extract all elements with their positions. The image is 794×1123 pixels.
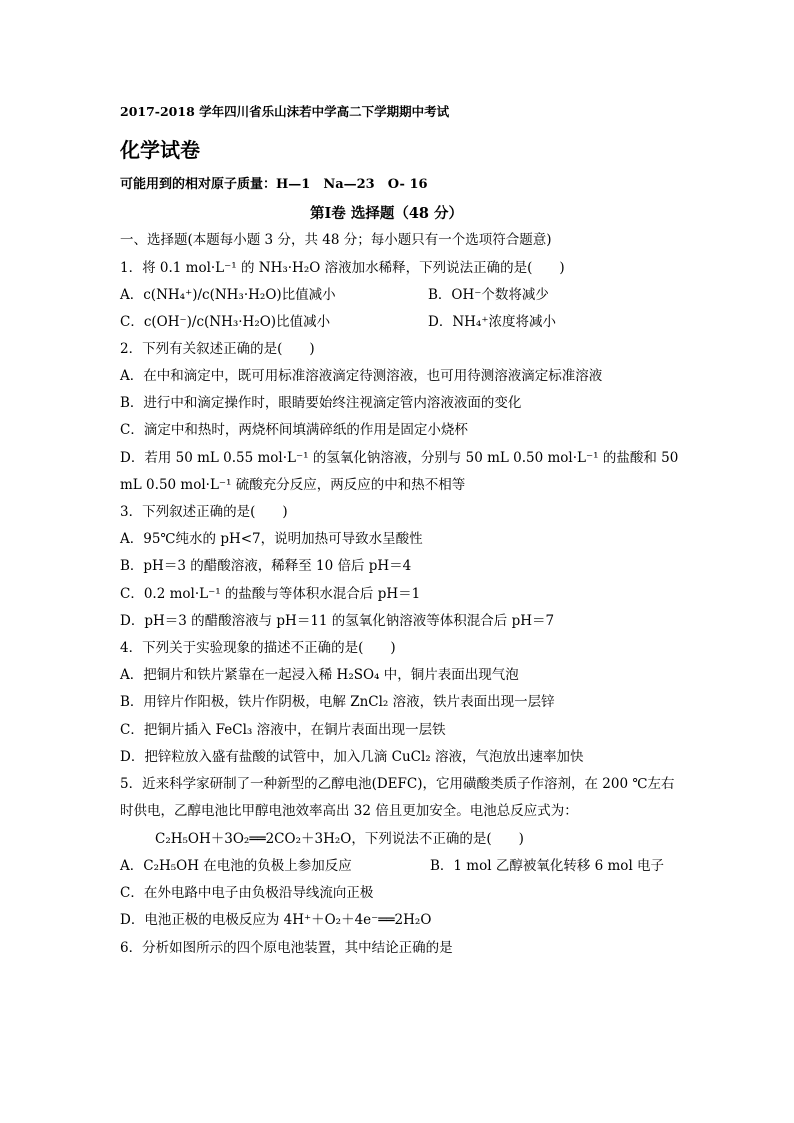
q2-stem: 2．下列有关叙述正确的是( ) [120,341,315,357]
q5-option-a: A．C₂H₅OH 在电池的负极上参加反应 [120,858,352,874]
subject-title: 化学试卷 [120,138,200,162]
q1-option-b: B．OH⁻个数将减少 [428,287,549,303]
section-instruction: 一、选择题(本题每小题 3 分，共 48 分；每小题只有一个选项符合题意) [120,232,552,248]
q5-option-b: B．1 mol 乙醇被氧化转移 6 mol 电子 [430,858,665,874]
q1-option-d: D．NH₄⁺浓度将减小 [428,314,556,330]
q2-option-d-line1: D．若用 50 mL 0.55 mol·L⁻¹ 的氢氧化钠溶液，分别与 50 mL 0.50 mol·L⁻¹ 的盐酸和 50 [120,450,679,466]
q3-option-b: B．pH＝3 的醋酸溶液，稀释至 10 倍后 pH＝4 [120,558,412,574]
q2-option-a: A．在中和滴定中，既可用标准溶液滴定待测溶液，也可用待测溶液滴定标准溶液 [120,368,603,384]
q5-stem-line1: 5．近来科学家研制了一种新型的乙醇电池(DEFC)，它用磺酸类质子作溶剂，在 200 ℃左右 [120,776,675,792]
atomic-mass-note: 可能用到的相对原子质量：H—1 Na—23 O- 16 [120,177,428,192]
q6-stem: 6．分析如图所示的四个原电池装置，其中结论正确的是 [120,940,453,956]
q1-option-c: C．c(OH⁻)/c(NH₃·H₂O)比值减小 [120,314,331,330]
section-title: 第Ⅰ卷 选择题（48 分） [310,205,464,222]
q5-option-d: D．电池正极的电极反应为 4H⁺＋O₂＋4e⁻══2H₂O [120,912,432,928]
q4-option-d: D．把锌粒放入盛有盐酸的试管中，加入几滴 CuCl₂ 溶液，气泡放出速率加快 [120,749,584,765]
q2-option-d-line2: mL 0.50 mol·L⁻¹ 硫酸充分反应，两反应的中和热不相等 [120,477,466,493]
q3-option-a: A．95℃纯水的 pH<7，说明加热可导致水呈酸性 [120,531,423,547]
q2-option-b: B．进行中和滴定操作时，眼睛要始终注视滴定管内溶液液面的变化 [120,395,522,411]
q4-option-a: A．把铜片和铁片紧靠在一起浸入稀 H₂SO₄ 中，铜片表面出现气泡 [120,667,519,683]
q5-reaction-equation: C₂H₅OH＋3O₂══2CO₂＋3H₂O，下列说法不正确的是( ) [155,831,524,847]
q5-option-c: C．在外电路中电子由负极沿导线流向正极 [120,885,374,901]
q4-option-c: C．把铜片插入 FeCl₃ 溶液中，在铜片表面出现一层铁 [120,722,446,738]
q1-option-a: A．c(NH₄⁺)/c(NH₃·H₂O)比值减小 [120,287,336,303]
q1-stem: 1．将 0.1 mol·L⁻¹ 的 NH₃·H₂O 溶液加水稀释，下列说法正确的是( ) [120,260,565,276]
q3-option-c: C．0.2 mol·L⁻¹ 的盐酸与等体积水混合后 pH＝1 [120,586,421,602]
q5-stem-line2: 时供电，乙醇电池比甲醇电池效率高出 32 倍且更加安全。电池总反应式为： [120,803,578,819]
q4-option-b: B．用锌片作阳极，铁片作阴极，电解 ZnCl₂ 溶液，铁片表面出现一层锌 [120,694,555,710]
exam-title: 2017-2018 学年四川省乐山沫若中学高二下学期期中考试 [120,104,450,119]
q4-stem: 4．下列关于实验现象的描述不正确的是( ) [120,640,396,656]
q3-option-d: D．pH＝3 的醋酸溶液与 pH＝11 的氢氧化钠溶液等体积混合后 pH＝7 [120,613,555,629]
q2-option-c: C．滴定中和热时，两烧杯间填满碎纸的作用是固定小烧杯 [120,422,468,438]
q3-stem: 3．下列叙述正确的是( ) [120,504,288,520]
